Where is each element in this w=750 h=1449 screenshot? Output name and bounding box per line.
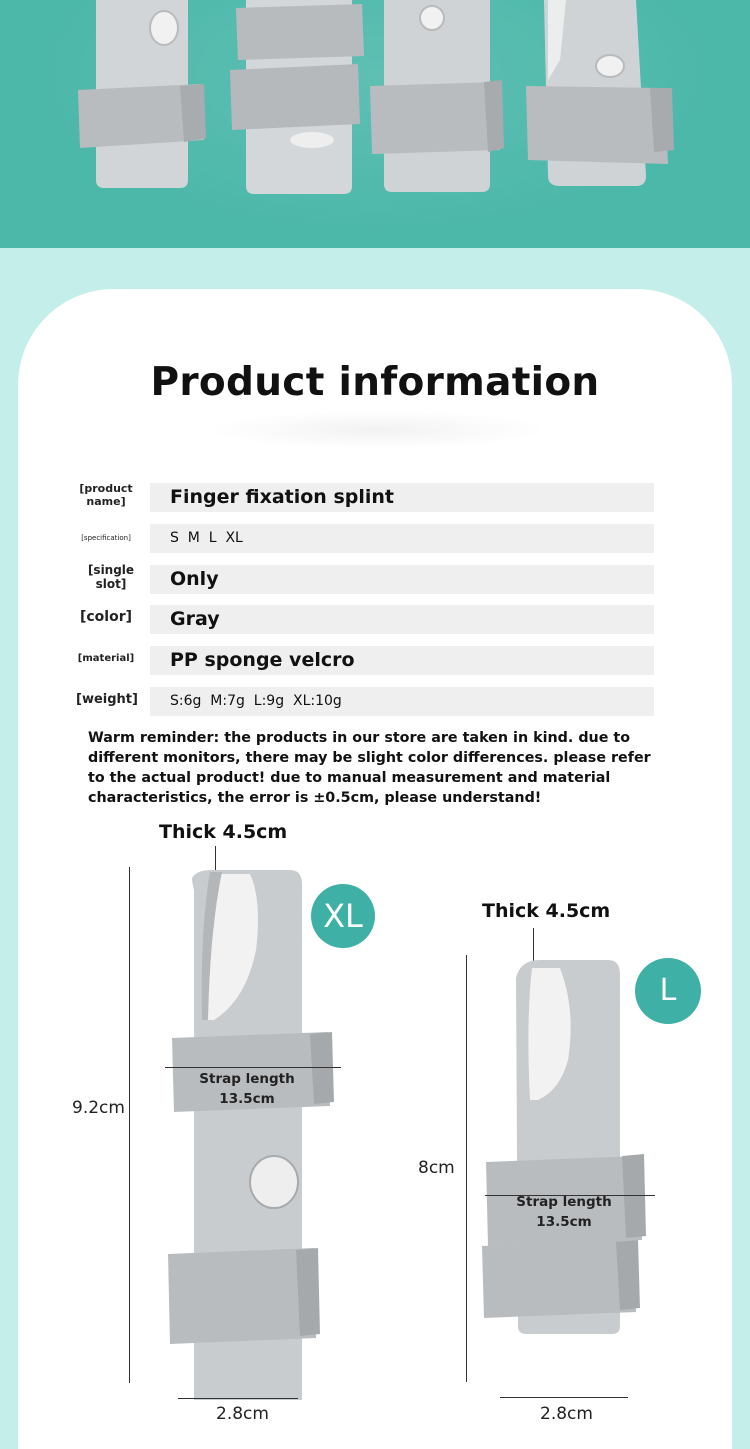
label-weight: [weight] (76, 692, 138, 707)
value-color (150, 605, 654, 634)
xl-strap-measure-line (165, 1067, 341, 1068)
l-strap-label-line1: Strap length (516, 1194, 612, 1210)
xl-strap-label-line2: 13.5cm (219, 1091, 275, 1107)
banner-splint-4 (526, 0, 674, 186)
value-material (150, 646, 654, 675)
l-width-label: 2.8cm (540, 1404, 593, 1424)
banner-splint-2 (230, 0, 364, 194)
l-splint-illustration (480, 950, 660, 1390)
value-weight (150, 687, 654, 716)
l-strap-label-line2: 13.5cm (536, 1214, 592, 1230)
xl-splint-illustration (150, 860, 350, 1400)
value-material-text: PP sponge velcro (170, 649, 355, 671)
label-material: [material] (77, 653, 135, 664)
value-product-name-text: Finger fixation splint (170, 486, 394, 508)
banner-splint-3 (370, 0, 504, 192)
page-title: Product information (150, 360, 600, 405)
xl-strap-label-line1: Strap length (199, 1071, 295, 1087)
xl-size-badge: XL (311, 884, 375, 948)
label-product-name: [product name] (79, 482, 133, 509)
value-specification (150, 524, 654, 553)
l-width-measure-line (500, 1397, 628, 1398)
xl-width-label: 2.8cm (216, 1404, 269, 1424)
l-strap-length-label (504, 1192, 624, 1232)
label-color: [color] (79, 609, 133, 625)
value-single-slot-text: Only (170, 568, 219, 590)
value-single-slot (150, 565, 654, 594)
product-photo-banner (0, 0, 750, 248)
xl-height-measure-line (129, 867, 130, 1383)
l-height-measure-line (466, 955, 467, 1382)
xl-width-measure-line (178, 1398, 298, 1399)
value-color-text: Gray (170, 608, 220, 630)
warm-reminder-text: Warm reminder: the products in our store are taken in kind. due to different monitors, there may be slight color differences. please refer to the actual product! due to manual measurement and material characteristics, the error is ±0.5cm, please understand! (88, 730, 651, 806)
value-product-name (150, 483, 654, 512)
xl-strap-length-label (187, 1069, 307, 1109)
label-single-slot: [single slot] (87, 563, 135, 592)
xl-height-label: 9.2cm (72, 1098, 125, 1118)
l-size-badge: L (635, 958, 701, 1024)
banner-splint-photos (0, 0, 750, 248)
label-specification: [specification] (81, 534, 131, 542)
value-weight-text: S:6g M:7g L:9g XL:10g (170, 693, 342, 709)
banner-splint-1 (78, 0, 206, 188)
l-height-label: 8cm (418, 1158, 455, 1178)
value-specification-text: S M L XL (170, 530, 243, 546)
l-thickness-label: Thick 4.5cm (482, 900, 611, 922)
title-shadow-decoration (205, 410, 550, 450)
xl-thickness-label: Thick 4.5cm (159, 821, 288, 843)
